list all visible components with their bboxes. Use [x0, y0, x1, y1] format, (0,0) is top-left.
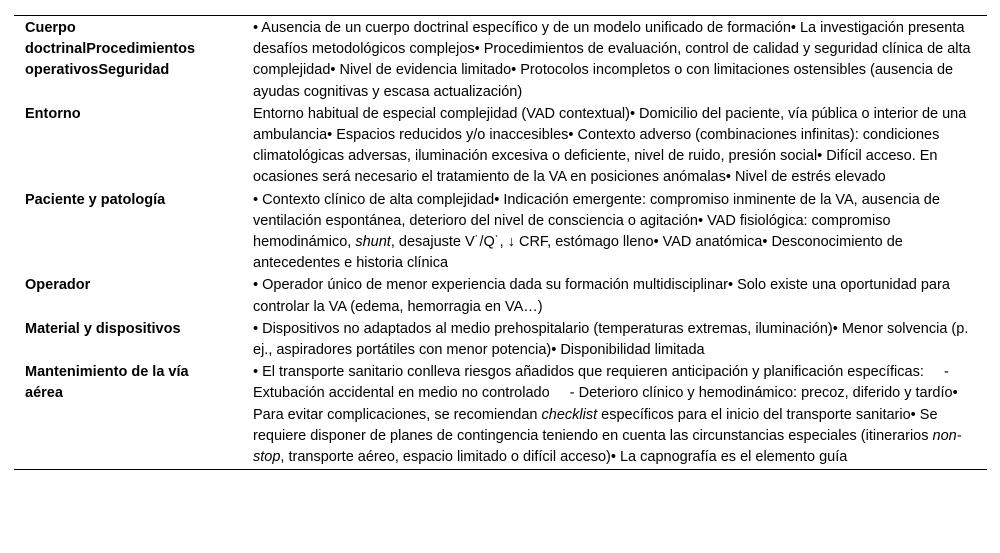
row-description: • Operador único de menor experiencia dada su formación multidisciplinar• Solo existe una oportunidad para controlar la VA (edema, hemorragia en VA…) — [253, 277, 950, 315]
desc-text: específicos para el inicio del transporte sanitario• Se requiere disponer de planes de contingencia teniendo en cuenta las circunstancias especiales (itinerarios — [253, 406, 942, 444]
table-row — [14, 16, 987, 103]
table-row — [14, 274, 987, 317]
row-label — [14, 16, 241, 103]
row-description: Entorno habitual de especial complejidad (VAD contextual)• Domicilio del paciente, vía pública o interior de una ambulancia• Espacios reducidos y/o inaccesibles• Contexto adverso (combinaciones infinitas): condiciones climatológicas adversas, iluminación excesiva o deficiente, nivel de ruido, presión social• Difícil acceso. En ocasiones será necesario el tratamiento de la VA en posiciones anómalas• Nivel de estrés elevado — [253, 105, 967, 186]
row-label-line: aérea — [25, 385, 63, 402]
row-label — [14, 318, 241, 361]
table-row — [14, 318, 987, 361]
desc-text: • Contexto clínico de alta complejidad• Indicación emergente: compromiso inminente de la VA, ausencia de ventilación espontánea, deterioro del nivel de consciencia o agitación• VAD fisiológica: compromiso hemodinámico, — [253, 191, 940, 251]
desc-italic-term: shunt — [355, 234, 391, 251]
table-row — [14, 361, 987, 469]
desc-text: , transporte aéreo, espacio limitado o difícil acceso)• La capnografía es el elemento guía — [280, 449, 848, 466]
row-description: • Dispositivos no adaptados al medio prehospitalario (temperaturas extremas, iluminación)• Menor solvencia (p. ej., aspiradores portátiles con menor potencia)• Disponibilidad limitada — [253, 320, 969, 359]
row-label — [14, 274, 241, 317]
table-row — [14, 189, 987, 275]
row-label-line: Operador — [25, 277, 91, 294]
row-label-line: operativosSeguridad — [25, 62, 170, 79]
row-label — [14, 361, 241, 469]
table-row — [14, 103, 987, 189]
desc-text: , desajuste V˙/Q˙, ↓ CRF, estómago lleno• VAD anatómica• Desconocimiento de antecedentes e historia clínica — [253, 234, 903, 272]
row-label-line: Entorno — [25, 105, 81, 122]
row-description — [241, 361, 987, 469]
row-description — [241, 189, 987, 275]
row-description: • Ausencia de un cuerpo doctrinal específico y de un modelo unificado de formación• La investigación presenta desafíos metodológicos complejos• Procedimientos de evaluación, control de calidad y seguridad clínica de alta complejidad• Nivel de evidencia limitado• Protocolos incompletos o con limitaciones ostensibles (ausencia de ayudas cognitivas y escasa actualización) — [253, 20, 971, 100]
row-label-line: doctrinalProcedimientos — [25, 41, 196, 58]
desc-text: • El transporte sanitario conlleva riesgos añadidos que requieren anticipación y planificación específicas: - Extubación accidental en medio no controlado - Deterioro clínico y hemodinámico: precoz, diferido y tardío• Para evitar complicaciones, se recomiendan — [253, 364, 962, 423]
factors-table-grid — [14, 16, 987, 469]
row-label-line: Paciente y patología — [25, 191, 166, 208]
row-label-line: Mantenimiento de la vía — [25, 364, 189, 381]
row-label — [14, 189, 241, 275]
factors-table — [14, 15, 987, 470]
row-label-line: Material y dispositivos — [25, 320, 181, 337]
desc-italic-term: checklist — [541, 406, 598, 423]
desc-italic-term: non-stop — [253, 427, 962, 466]
row-label — [14, 103, 241, 189]
row-label-line: Cuerpo — [25, 20, 76, 36]
